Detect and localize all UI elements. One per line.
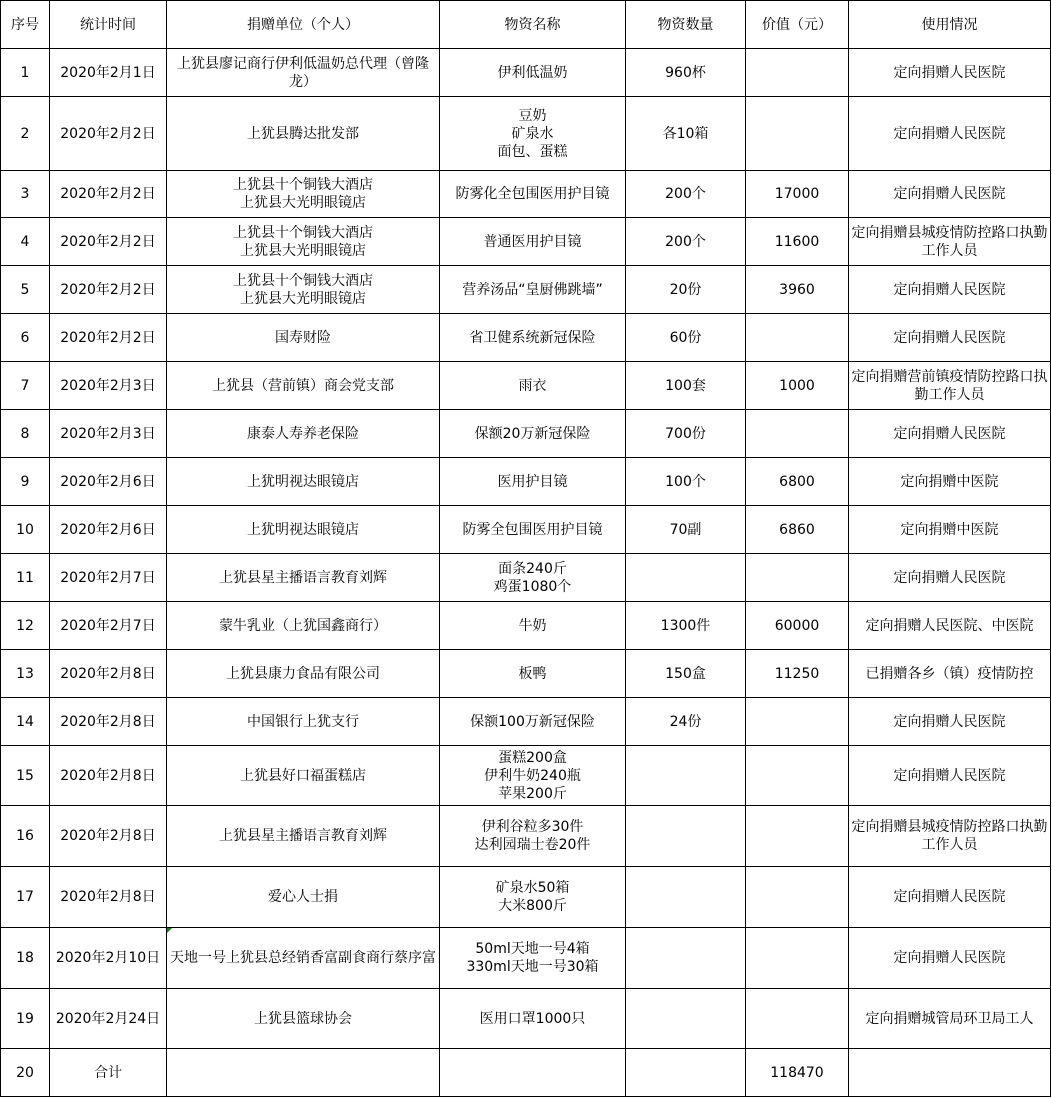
table-row [1,97,1051,171]
cell-qty [626,867,746,928]
table-row [1,698,1051,746]
cell-usage: 定向捐赠人民医院 [849,746,1051,806]
cell-qty [626,554,746,602]
cell-donor: 上犹县廖记商行伊利低温奶总代理（曾隆龙） [167,49,440,97]
table-row [1,458,1051,506]
cell-value [746,314,849,362]
header-date: 统计时间 [50,1,167,49]
total-no: 20 [1,1049,50,1097]
cell-value: 17000 [746,171,849,218]
table-row [1,171,1051,218]
cell-usage: 定向捐赠中医院 [849,458,1051,506]
cell-item: 板鸭 [440,650,626,698]
cell-usage: 定向捐赠中医院 [849,506,1051,554]
cell-qty: 100个 [626,458,746,506]
cell-qty: 24份 [626,698,746,746]
cell-qty [626,928,746,989]
cell-no: 6 [1,314,50,362]
cell-qty: 150盒 [626,650,746,698]
table-row [1,49,1051,97]
table-row [1,362,1051,410]
header-qty: 物资数量 [626,1,746,49]
cell-donor: 上犹县十个铜钱大酒店 上犹县大光明眼镜店 [167,266,440,314]
cell-value [746,554,849,602]
cell-qty: 70副 [626,506,746,554]
total-value: 118470 [746,1049,849,1097]
cell-item: 面条240斤 鸡蛋1080个 [440,554,626,602]
cell-item: 50ml天地一号4箱 330ml天地一号30箱 [440,928,626,989]
cell-value: 6860 [746,506,849,554]
cell-no: 1 [1,49,50,97]
cell-item: 矿泉水50箱 大米800斤 [440,867,626,928]
cell-usage: 定向捐赠营前镇疫情防控路口执勤工作人员 [849,362,1051,410]
total-empty-item [440,1049,626,1097]
cell-usage: 定向捐赠人民医院 [849,410,1051,458]
cell-usage: 定向捐赠人民医院、中医院 [849,602,1051,650]
table-row [1,506,1051,554]
cell-no: 2 [1,97,50,171]
cell-item: 牛奶 [440,602,626,650]
cell-value: 1000 [746,362,849,410]
cell-item: 保额20万新冠保险 [440,410,626,458]
cell-no: 12 [1,602,50,650]
cell-qty [626,746,746,806]
table-row [1,218,1051,266]
cell-value: 11250 [746,650,849,698]
cell-no: 18 [1,928,50,989]
cell-donor: 上犹县好口福蛋糕店 [167,746,440,806]
cell-donor: 上犹县星主播语言教育刘辉 [167,806,440,867]
total-empty-qty [626,1049,746,1097]
cell-donor: 上犹县腾达批发部 [167,97,440,171]
cell-value: 11600 [746,218,849,266]
cell-donor: 天地一号上犹县总经销香富副食商行蔡序富 [167,928,440,989]
cell-donor: 上犹县（营前镇）商会党支部 [167,362,440,410]
header-donor: 捐赠单位（个人） [167,1,440,49]
cell-donor: 上犹县康力食品有限公司 [167,650,440,698]
table-row [1,650,1051,698]
cell-item: 豆奶 矿泉水 面包、蛋糕 [440,97,626,171]
total-empty-usage [849,1049,1051,1097]
cell-donor: 国寿财险 [167,314,440,362]
cell-date: 2020年2月2日 [50,171,167,218]
cell-no: 4 [1,218,50,266]
cell-qty [626,989,746,1049]
cell-date: 2020年2月6日 [50,506,167,554]
table-row [1,928,1051,989]
cell-value: 3960 [746,266,849,314]
cell-no: 10 [1,506,50,554]
cell-value [746,410,849,458]
cell-item: 防雾全包围医用护目镜 [440,506,626,554]
cell-item: 蛋糕200盒 伊利牛奶240瓶 苹果200斤 [440,746,626,806]
cell-date: 2020年2月1日 [50,49,167,97]
cell-item: 医用口罩1000只 [440,989,626,1049]
cell-date: 2020年2月8日 [50,746,167,806]
cell-item: 防雾化全包围医用护目镜 [440,171,626,218]
cell-value [746,928,849,989]
table-body [1,49,1051,1097]
cell-usage: 定向捐赠人民医院 [849,867,1051,928]
cell-qty: 200个 [626,218,746,266]
cell-usage: 已捐赠各乡（镇）疫情防控 [849,650,1051,698]
cell-value [746,698,849,746]
cell-usage: 定向捐赠城管局环卫局工人 [849,989,1051,1049]
cell-value [746,989,849,1049]
cell-donor: 上犹明视达眼镜店 [167,458,440,506]
cell-value: 60000 [746,602,849,650]
cell-item: 医用护目镜 [440,458,626,506]
cell-usage: 定向捐赠县城疫情防控路口执勤工作人员 [849,218,1051,266]
cell-donor: 蒙牛乳业（上犹国鑫商行） [167,602,440,650]
header-item: 物资名称 [440,1,626,49]
cell-usage: 定向捐赠人民医院 [849,314,1051,362]
cell-no: 15 [1,746,50,806]
cell-qty: 960杯 [626,49,746,97]
cell-no: 9 [1,458,50,506]
cell-donor: 爱心人士捐 [167,867,440,928]
cell-item: 伊利低温奶 [440,49,626,97]
cell-date: 2020年2月2日 [50,97,167,171]
cell-qty: 100套 [626,362,746,410]
cell-date: 2020年2月8日 [50,698,167,746]
cell-item: 雨衣 [440,362,626,410]
cell-donor: 上犹县星主播语言教育刘辉 [167,554,440,602]
cell-item: 保额100万新冠保险 [440,698,626,746]
header-value: 价值（元） [746,1,849,49]
cell-no: 14 [1,698,50,746]
header-row [1,1,1051,49]
cell-no: 16 [1,806,50,867]
cell-donor: 上犹明视达眼镜店 [167,506,440,554]
header-no: 序号 [1,1,50,49]
total-row [1,1049,1051,1097]
table-row [1,746,1051,806]
cell-qty: 1300件 [626,602,746,650]
table-row [1,602,1051,650]
cell-donor: 上犹县十个铜钱大酒店 上犹县大光明眼镜店 [167,171,440,218]
table-row [1,266,1051,314]
cell-no: 7 [1,362,50,410]
cell-date: 2020年2月24日 [50,989,167,1049]
cell-no: 19 [1,989,50,1049]
table-row [1,314,1051,362]
cell-qty: 200个 [626,171,746,218]
cell-usage: 定向捐赠人民医院 [849,266,1051,314]
cell-usage: 定向捐赠人民医院 [849,928,1051,989]
cell-no: 5 [1,266,50,314]
cell-date: 2020年2月10日 [50,928,167,989]
cell-item: 伊利谷粒多30件 达利园瑞士卷20件 [440,806,626,867]
cell-usage: 定向捐赠人民医院 [849,49,1051,97]
cell-date: 2020年2月6日 [50,458,167,506]
cell-qty [626,806,746,867]
total-label: 合计 [50,1049,167,1097]
cell-date: 2020年2月3日 [50,410,167,458]
cell-value [746,867,849,928]
cell-donor: 上犹县十个铜钱大酒店 上犹县大光明眼镜店 [167,218,440,266]
header-usage: 使用情况 [849,1,1051,49]
cell-no: 13 [1,650,50,698]
cell-donor: 康泰人寿养老保险 [167,410,440,458]
cell-usage: 定向捐赠人民医院 [849,698,1051,746]
total-empty-donor [167,1049,440,1097]
cell-item: 普通医用护目镜 [440,218,626,266]
cell-value: 6800 [746,458,849,506]
cell-no: 17 [1,867,50,928]
cell-no: 11 [1,554,50,602]
cell-date: 2020年2月3日 [50,362,167,410]
table-row [1,410,1051,458]
cell-qty: 60份 [626,314,746,362]
cell-value [746,49,849,97]
cell-qty: 20份 [626,266,746,314]
cell-usage: 定向捐赠人民医院 [849,554,1051,602]
cell-qty: 各10箱 [626,97,746,171]
cell-date: 2020年2月8日 [50,806,167,867]
cell-item: 省卫健系统新冠保险 [440,314,626,362]
cell-date: 2020年2月2日 [50,218,167,266]
table-row [1,867,1051,928]
cell-value [746,746,849,806]
cell-usage: 定向捐赠人民医院 [849,171,1051,218]
cell-donor: 上犹县篮球协会 [167,989,440,1049]
cell-item: 营养汤品“皇厨佛跳墙” [440,266,626,314]
cell-date: 2020年2月2日 [50,314,167,362]
cell-value [746,806,849,867]
cell-date: 2020年2月7日 [50,554,167,602]
cell-date: 2020年2月8日 [50,867,167,928]
cell-no: 3 [1,171,50,218]
cell-date: 2020年2月2日 [50,266,167,314]
table-row [1,989,1051,1049]
cell-date: 2020年2月7日 [50,602,167,650]
cell-date: 2020年2月8日 [50,650,167,698]
table-row [1,806,1051,867]
cell-value [746,97,849,171]
cell-usage: 定向捐赠人民医院 [849,97,1051,171]
cell-no: 8 [1,410,50,458]
cell-usage: 定向捐赠县城疫情防控路口执勤工作人员 [849,806,1051,867]
cell-qty: 700份 [626,410,746,458]
table-row [1,554,1051,602]
cell-donor: 中国银行上犹支行 [167,698,440,746]
